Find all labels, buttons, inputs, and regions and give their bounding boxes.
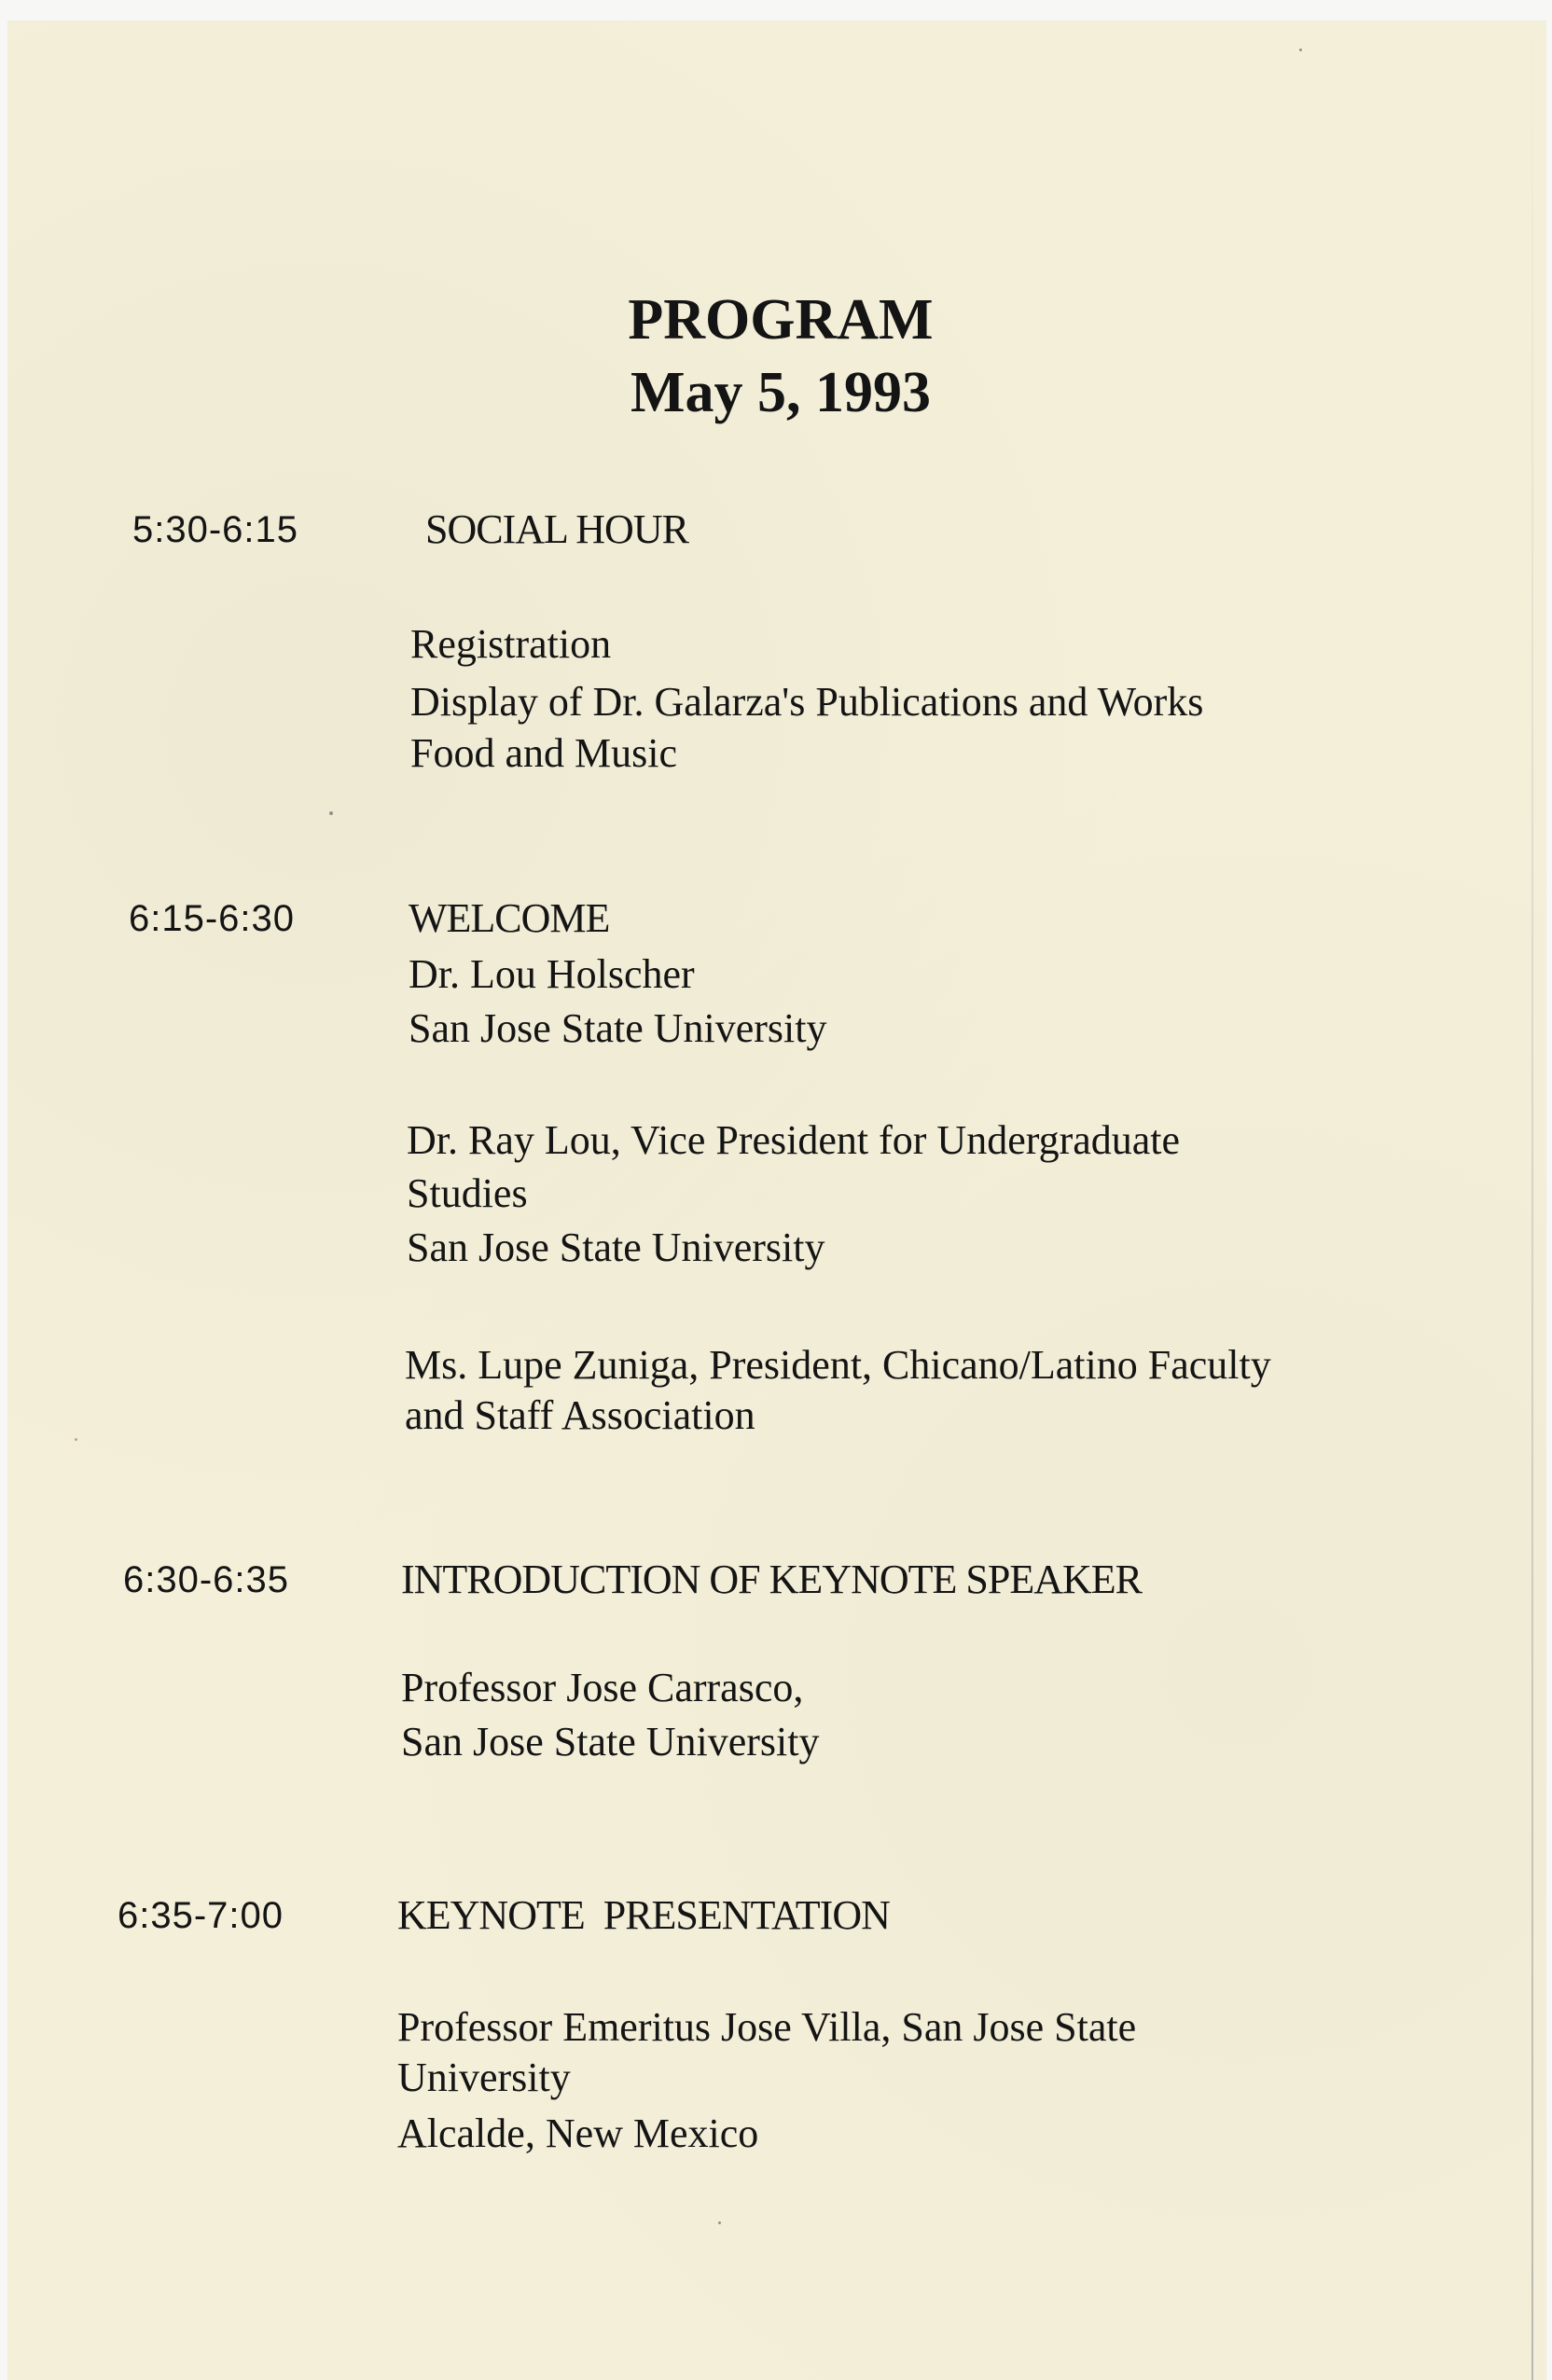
schedule-detail-line: Dr. Lou Holscher <box>409 951 695 997</box>
schedule-heading: INTRODUCTION OF KEYNOTE SPEAKER <box>401 1557 1142 1602</box>
schedule-detail-line: Alcalde, New Mexico <box>397 2110 759 2156</box>
paper-speck <box>75 1438 77 1441</box>
schedule-time: 6:35-7:00 <box>118 1895 284 1936</box>
schedule-detail-line: Professor Jose Carrasco, <box>401 1665 804 1710</box>
schedule-detail-line: San Jose State University <box>401 1719 820 1764</box>
schedule-detail-line: San Jose State University <box>407 1225 825 1270</box>
schedule-heading: KEYNOTE PRESENTATION <box>397 1892 890 1938</box>
schedule-detail-line: Dr. Ray Lou, Vice President for Undergraduate <box>407 1117 1181 1163</box>
schedule-heading: WELCOME <box>409 895 610 941</box>
paper-speck <box>1299 48 1302 51</box>
schedule-detail-line: Registration <box>410 621 612 667</box>
schedule-detail-line: Ms. Lupe Zuniga, President, Chicano/Latino Faculty <box>405 1342 1271 1388</box>
schedule-detail-line: Food and Music <box>410 730 677 776</box>
schedule-time: 5:30-6:15 <box>132 509 299 550</box>
program-title: PROGRAM <box>628 288 934 352</box>
paper-speck <box>718 2221 721 2224</box>
program-header <box>7 284 1546 429</box>
schedule-detail-line: University <box>397 2055 571 2100</box>
schedule-heading: SOCIAL HOUR <box>425 506 688 552</box>
schedule-detail-line: Display of Dr. Galarza's Publications and Works <box>410 679 1204 725</box>
schedule-detail-line: San Jose State University <box>409 1005 827 1051</box>
schedule-detail-line: Studies <box>407 1170 528 1216</box>
schedule-detail-line: and Staff Association <box>405 1392 755 1438</box>
paper-speck <box>329 811 333 815</box>
schedule-time: 6:30-6:35 <box>123 1559 290 1600</box>
schedule-detail-line: Professor Emeritus Jose Villa, San Jose State <box>397 2004 1137 2050</box>
program-page <box>7 21 1546 2380</box>
schedule-time: 6:15-6:30 <box>129 898 296 939</box>
program-date: May 5, 1993 <box>630 361 932 424</box>
